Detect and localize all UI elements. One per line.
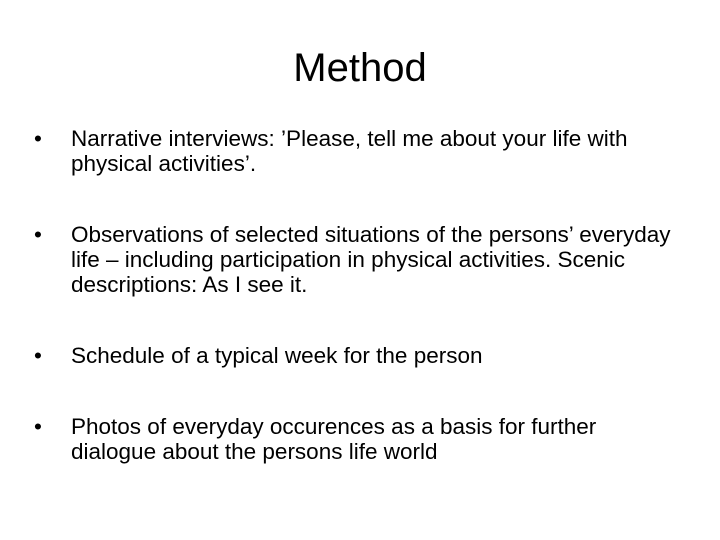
bullet-icon: • [34, 343, 42, 368]
bullet-item [34, 343, 684, 368]
bullet-icon: • [34, 126, 42, 151]
bullet-item [34, 414, 684, 464]
bullet-text: Observations of selected situations of the persons’ everyday life – including participation in physical activities. Scenic descriptions: As I see it. [71, 222, 671, 297]
bullet-text: Schedule of a typical week for the person [71, 343, 483, 368]
bullet-text: Narrative interviews: ’Please, tell me about your life with physical activities’. [71, 126, 628, 176]
bullet-item [34, 222, 684, 297]
bullet-list [34, 126, 684, 464]
bullet-item [34, 126, 684, 176]
slide-title: Method [293, 46, 427, 90]
bullet-text: Photos of everyday occurences as a basis for further dialogue about the persons life world [71, 414, 597, 464]
bullet-icon: • [34, 414, 42, 439]
bullet-icon: • [34, 222, 42, 247]
